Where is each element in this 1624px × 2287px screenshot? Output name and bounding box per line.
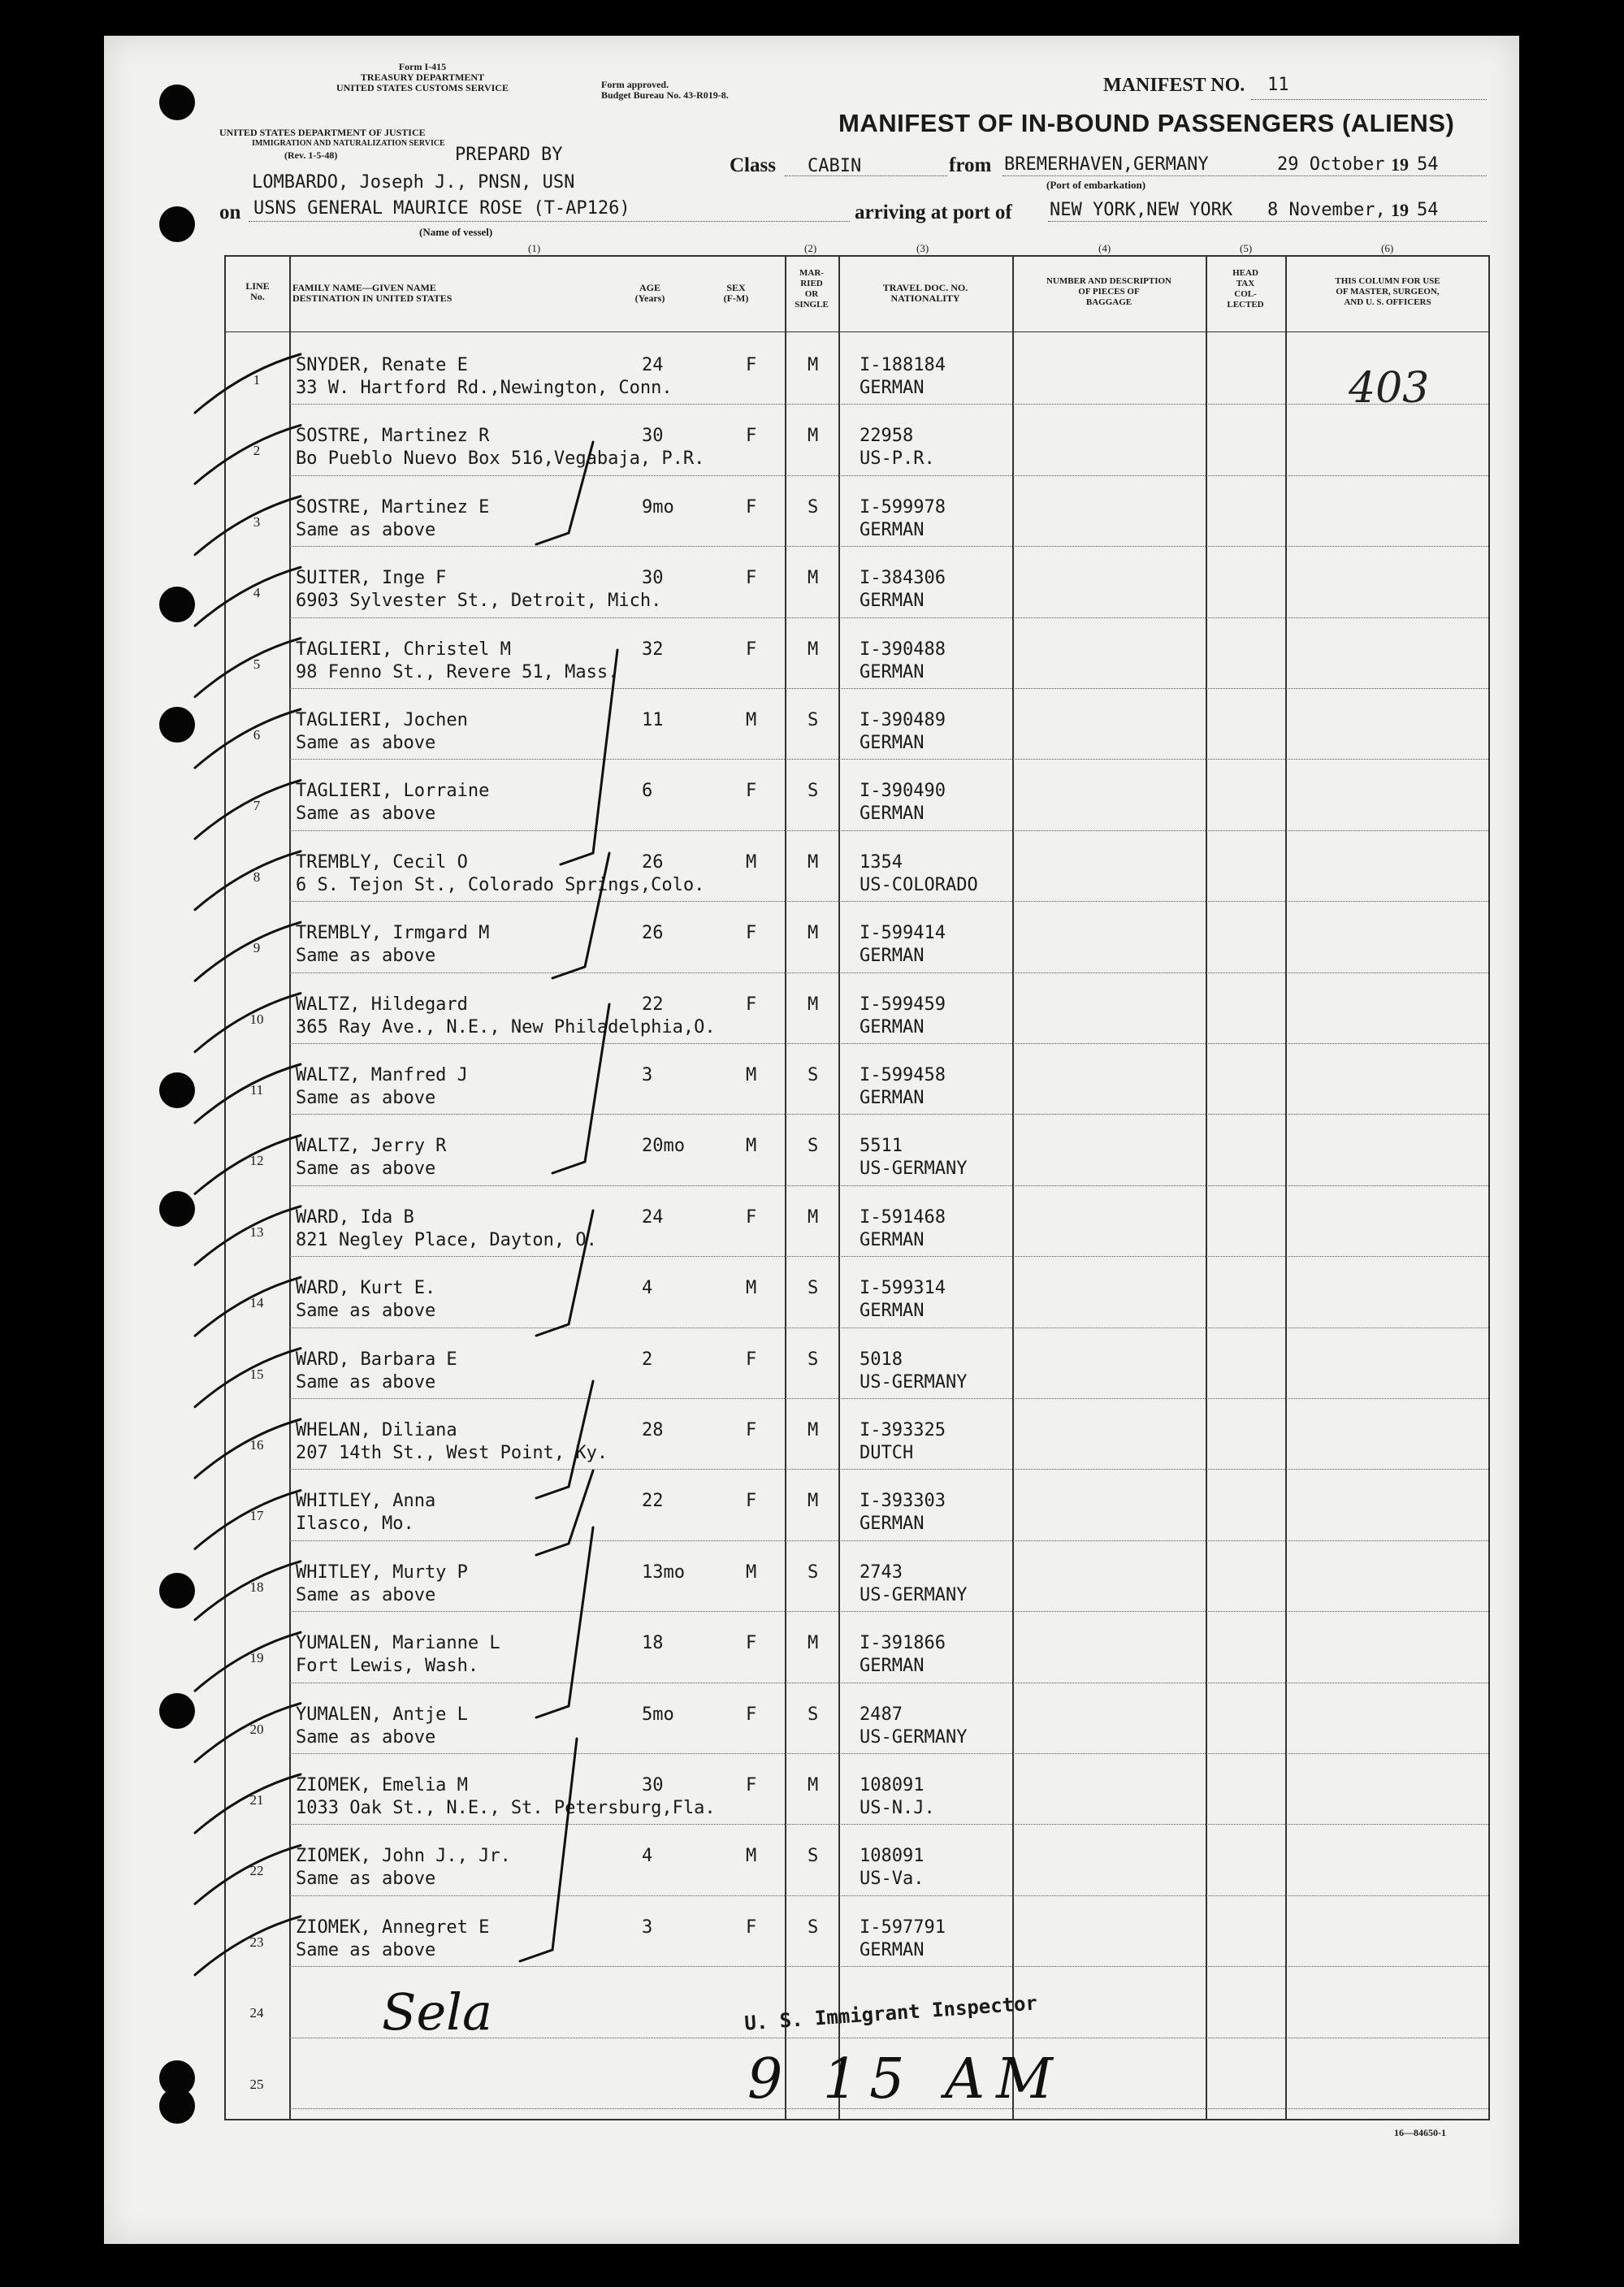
col-num-4: (4) bbox=[1098, 242, 1111, 254]
nationality: US-GERMANY bbox=[860, 1371, 968, 1393]
travel-doc-number: I-384306 bbox=[860, 568, 946, 589]
col-header-sex: SEX (F-M) bbox=[723, 282, 749, 304]
travel-doc-number: I-599314 bbox=[860, 1278, 946, 1299]
time-note-handwritten: 9 15 AM bbox=[747, 2047, 1064, 2112]
passenger-sex: F bbox=[746, 496, 757, 518]
manifest-no: 11 bbox=[1267, 75, 1289, 95]
col-num-6: (6) bbox=[1381, 242, 1394, 254]
col-header-age: AGE (Years) bbox=[634, 282, 665, 304]
passenger-marital-status: S bbox=[808, 1704, 819, 1725]
passenger-marital-status: S bbox=[808, 1846, 819, 1867]
line-tick-mark bbox=[195, 851, 301, 910]
passenger-name: TREMBLY, Cecil O bbox=[296, 851, 468, 873]
family-bracket-mark bbox=[561, 650, 617, 864]
passenger-marital-status: S bbox=[808, 781, 819, 802]
passenger-destination: Same as above bbox=[296, 1088, 436, 1108]
nationality: US-P.R. bbox=[860, 448, 935, 470]
passenger-destination: Same as above bbox=[296, 1159, 436, 1180]
preparer-name: LOMBARDO, Joseph J., PNSN, USN bbox=[252, 172, 575, 193]
row-line-number: 1 bbox=[253, 372, 261, 388]
passenger-marital-status: M bbox=[808, 994, 819, 1015]
col-header-married: MAR- RIED OR SINGLE bbox=[795, 268, 829, 310]
passenger-name: TAGLIERI, Lorraine bbox=[296, 781, 490, 802]
passenger-marital-status: M bbox=[808, 1633, 819, 1654]
passenger-name: YUMALEN, Antje L bbox=[296, 1704, 468, 1725]
col-header-travel: TRAVEL DOC. NO. NATIONALITY bbox=[882, 282, 968, 304]
passenger-sex: F bbox=[746, 639, 757, 660]
row-line-number: 14 bbox=[249, 1295, 264, 1311]
passenger-destination: Fort Lewis, Wash. bbox=[296, 1656, 479, 1677]
col-header-name: FAMILY NAME—GIVEN NAME DESTINATION IN UNITED STATES bbox=[292, 282, 453, 304]
row-line-number: 22 bbox=[249, 1863, 264, 1879]
passenger-marital-status: S bbox=[808, 1136, 819, 1157]
row-line-number: 2 bbox=[253, 443, 261, 459]
passenger-sex: M bbox=[746, 1136, 757, 1157]
passenger-name: WALTZ, Hildegard bbox=[296, 994, 468, 1015]
passenger-age: 20mo bbox=[642, 1136, 685, 1157]
travel-doc-number: I-599414 bbox=[860, 923, 946, 944]
passenger-name: SUITER, Inge F bbox=[296, 568, 447, 589]
passenger-sex: F bbox=[746, 426, 757, 447]
line-tick-mark bbox=[195, 1064, 301, 1123]
travel-doc-number: I-597791 bbox=[860, 1917, 946, 1938]
row-line-number: 19 bbox=[249, 1650, 264, 1666]
line-tick-mark bbox=[195, 1704, 301, 1762]
passenger-marital-status: S bbox=[808, 1349, 819, 1370]
passenger-destination: Same as above bbox=[296, 1371, 436, 1393]
line-tick-mark bbox=[195, 1206, 301, 1265]
row-line-number: 5 bbox=[253, 656, 261, 672]
line-tick-mark bbox=[195, 354, 301, 413]
on-label: on bbox=[219, 201, 241, 223]
line-tick-mark bbox=[195, 1632, 301, 1691]
passenger-destination: Same as above bbox=[296, 946, 436, 967]
col-header-baggage: NUMBER AND DESCRIPTION OF PIECES OF BAGGAGE bbox=[1046, 276, 1172, 307]
passenger-marital-status: S bbox=[808, 1065, 819, 1085]
col-num-2: (2) bbox=[804, 242, 817, 254]
travel-doc-number: 2743 bbox=[860, 1561, 903, 1583]
passenger-marital-status: M bbox=[808, 568, 819, 589]
passenger-age: 3 bbox=[642, 1065, 653, 1085]
passenger-sex: F bbox=[746, 1633, 757, 1654]
passenger-marital-status: S bbox=[808, 1561, 819, 1583]
nationality: GERMAN bbox=[860, 519, 925, 540]
nationality: DUTCH bbox=[860, 1443, 914, 1463]
line-tick-mark bbox=[195, 1490, 301, 1548]
passenger-destination: 821 Negley Place, Dayton, O. bbox=[296, 1229, 597, 1250]
travel-doc-number: 108091 bbox=[860, 1846, 925, 1867]
col-num-5: (5) bbox=[1240, 242, 1253, 254]
line-tick-mark bbox=[195, 1917, 301, 1975]
passenger-marital-status: M bbox=[808, 1420, 819, 1440]
passenger-name: ZIOMEK, Emelia M bbox=[296, 1775, 468, 1795]
passenger-age: 9mo bbox=[642, 496, 674, 518]
arrival-year-prefix: 19 bbox=[1391, 200, 1409, 220]
treasury-dept: TREASURY DEPARTMENT bbox=[360, 71, 485, 83]
passenger-name: WARD, Ida B bbox=[296, 1206, 414, 1228]
passenger-age: 13mo bbox=[642, 1561, 685, 1583]
line-tick-mark bbox=[195, 496, 301, 555]
form-number: Form I-415 bbox=[398, 61, 447, 72]
class-value: CABIN bbox=[808, 156, 862, 176]
arrival-port: NEW YORK,NEW YORK bbox=[1050, 200, 1233, 220]
row-line-number: 23 bbox=[249, 1934, 264, 1950]
family-bracket-mark bbox=[536, 442, 593, 544]
line-tick-mark bbox=[195, 994, 301, 1052]
nationality: US-GERMANY bbox=[860, 1726, 968, 1748]
passenger-destination: 207 14th St., West Point, Ky. bbox=[296, 1443, 608, 1463]
passenger-sex: F bbox=[746, 1917, 757, 1938]
family-bracket-mark bbox=[536, 1211, 593, 1336]
row-line-number: 7 bbox=[253, 798, 261, 814]
row-line-number: 6 bbox=[253, 727, 261, 743]
row-line-number: 8 bbox=[253, 868, 261, 885]
passenger-destination: Same as above bbox=[296, 733, 436, 753]
nationality: GERMAN bbox=[860, 591, 925, 612]
passenger-sex: F bbox=[746, 781, 757, 802]
line-tick-mark bbox=[195, 922, 301, 981]
family-bracket-mark bbox=[552, 853, 609, 978]
passenger-name: YUMALEN, Marianne L bbox=[296, 1633, 500, 1654]
nationality: GERMAN bbox=[860, 733, 925, 753]
nationality: US-GERMANY bbox=[860, 1159, 968, 1180]
passenger-age: 2 bbox=[642, 1349, 653, 1370]
passenger-marital-status: S bbox=[808, 496, 819, 518]
justice-dept: UNITED STATES DEPARTMENT OF JUSTICE bbox=[219, 127, 426, 138]
passenger-age: 22 bbox=[642, 994, 664, 1015]
line-tick-mark bbox=[195, 1845, 301, 1904]
passenger-marital-status: M bbox=[808, 1775, 819, 1795]
passenger-destination: 6 S. Tejon St., Colorado Springs,Colo. bbox=[296, 874, 705, 895]
passenger-sex: M bbox=[746, 1065, 757, 1085]
passenger-marital-status: M bbox=[808, 1491, 819, 1512]
port-of-embarkation: BREMERHAVEN,GERMANY bbox=[1004, 154, 1209, 175]
travel-doc-number: I-599459 bbox=[860, 994, 946, 1015]
nationality: GERMAN bbox=[860, 1301, 925, 1322]
embarkation-date: 29 October bbox=[1277, 154, 1385, 175]
passenger-marital-status: M bbox=[808, 639, 819, 660]
nationality: GERMAN bbox=[860, 1939, 925, 1960]
passenger-sex: F bbox=[746, 994, 757, 1015]
form-revision: (Rev. 1-5-48) bbox=[284, 149, 338, 161]
embarkation-year-prefix: 19 bbox=[1391, 154, 1409, 175]
family-bracket-mark bbox=[520, 1739, 577, 1961]
passenger-destination: 1033 Oak St., N.E., St. Petersburg,Fla. bbox=[296, 1798, 716, 1818]
passenger-destination: 6903 Sylvester St., Detroit, Mich. bbox=[296, 591, 662, 612]
vessel-caption: (Name of vessel) bbox=[419, 226, 493, 238]
passenger-age: 24 bbox=[642, 1206, 664, 1228]
row-line-number: 3 bbox=[253, 513, 261, 530]
passenger-name: WHITLEY, Anna bbox=[296, 1491, 436, 1512]
passenger-age: 18 bbox=[642, 1633, 664, 1654]
passenger-age: 30 bbox=[642, 426, 664, 447]
passenger-marital-status: M bbox=[808, 1206, 819, 1228]
passenger-sex: M bbox=[746, 851, 757, 873]
row-line-number: 12 bbox=[249, 1153, 264, 1169]
nationality: GERMAN bbox=[860, 1656, 925, 1677]
passenger-name: WALTZ, Manfred J bbox=[296, 1065, 468, 1085]
arriving-label: arriving at port of bbox=[855, 201, 1012, 223]
line-tick-mark bbox=[195, 425, 301, 483]
passenger-name: WALTZ, Jerry R bbox=[296, 1136, 447, 1157]
passenger-marital-status: S bbox=[808, 1917, 819, 1938]
passenger-destination: Same as above bbox=[296, 1869, 436, 1890]
ins-service: IMMIGRATION AND NATURALIZATION SERVICE bbox=[252, 139, 445, 148]
travel-doc-number: I-390490 bbox=[860, 781, 946, 802]
passenger-sex: F bbox=[746, 1491, 757, 1512]
row-line-number: 16 bbox=[249, 1437, 264, 1453]
passenger-sex: F bbox=[746, 1775, 757, 1795]
passenger-age: 30 bbox=[642, 568, 664, 589]
row-line-number: 13 bbox=[249, 1224, 264, 1240]
manifest-no-label: MANIFEST NO. bbox=[1103, 75, 1245, 96]
passenger-age: 6 bbox=[642, 781, 653, 802]
nationality: GERMAN bbox=[860, 946, 925, 967]
travel-doc-number: I-188184 bbox=[860, 355, 946, 375]
passenger-sex: F bbox=[746, 1349, 757, 1370]
passenger-name: SOSTRE, Martinez R bbox=[296, 426, 490, 447]
row-line-number: 4 bbox=[253, 585, 261, 601]
budget-bureau: Budget Bureau No. 43-R019-8. bbox=[601, 89, 729, 101]
passenger-marital-status: M bbox=[808, 426, 819, 447]
passenger-sex: F bbox=[746, 923, 757, 944]
line-tick-mark bbox=[195, 1349, 301, 1407]
passenger-sex: F bbox=[746, 1206, 757, 1228]
passenger-destination: 98 Fenno St., Revere 51, Mass. bbox=[296, 661, 619, 682]
travel-doc-number: I-390489 bbox=[860, 710, 946, 730]
nationality: GERMAN bbox=[860, 661, 925, 682]
nationality: US-N.J. bbox=[860, 1798, 935, 1818]
nationality: GERMAN bbox=[860, 378, 925, 398]
line-tick-mark bbox=[195, 567, 301, 626]
col-num-3: (3) bbox=[916, 242, 929, 254]
arrival-year: 54 bbox=[1417, 200, 1439, 220]
passenger-name: SNYDER, Renate E bbox=[296, 355, 468, 375]
row-line-number: 24 bbox=[249, 2005, 264, 2021]
passenger-age: 26 bbox=[642, 923, 664, 944]
passenger-name: ZIOMEK, Annegret E bbox=[296, 1917, 490, 1938]
page-number-handwritten: 403 bbox=[1349, 364, 1430, 413]
class-label: Class bbox=[730, 154, 776, 176]
passenger-sex: M bbox=[746, 1561, 757, 1583]
travel-doc-number: 2487 bbox=[860, 1704, 903, 1725]
travel-doc-number: 22958 bbox=[860, 426, 914, 447]
passenger-sex: M bbox=[746, 1846, 757, 1867]
passenger-age: 22 bbox=[642, 1491, 664, 1512]
passenger-destination: Same as above bbox=[296, 1726, 436, 1748]
col-num-1: (1) bbox=[528, 242, 541, 254]
passenger-age: 28 bbox=[642, 1420, 664, 1440]
passenger-destination: Bo Pueblo Nuevo Box 516,Vegabaja, P.R. bbox=[296, 448, 705, 470]
embarkation-year: 54 bbox=[1417, 154, 1439, 175]
passenger-name: SOSTRE, Martinez E bbox=[296, 496, 490, 518]
family-bracket-mark bbox=[536, 1527, 593, 1717]
row-line-number: 9 bbox=[253, 940, 261, 956]
family-bracket-mark bbox=[536, 1471, 593, 1555]
row-line-number: 20 bbox=[249, 1721, 264, 1737]
line-tick-mark bbox=[195, 1135, 301, 1193]
prepared-by-label: PREPARD BY bbox=[455, 145, 563, 165]
line-tick-mark bbox=[195, 1419, 301, 1478]
nationality: GERMAN bbox=[860, 1229, 925, 1250]
passenger-sex: F bbox=[746, 1420, 757, 1440]
nationality: US-COLORADO bbox=[860, 874, 978, 895]
travel-doc-number: I-391866 bbox=[860, 1633, 946, 1654]
passenger-name: TAGLIERI, Christel M bbox=[296, 639, 511, 660]
passenger-age: 4 bbox=[642, 1278, 653, 1299]
passenger-destination: Same as above bbox=[296, 1301, 436, 1322]
customs-service: UNITED STATES CUSTOMS SERVICE bbox=[336, 82, 509, 93]
row-line-number: 10 bbox=[249, 1011, 264, 1027]
vessel-name: USNS GENERAL MAURICE ROSE (T-AP126) bbox=[253, 198, 630, 219]
passenger-age: 26 bbox=[642, 851, 664, 873]
row-line-number: 11 bbox=[249, 1082, 264, 1098]
travel-doc-number: I-599458 bbox=[860, 1065, 946, 1085]
travel-doc-number: 5018 bbox=[860, 1349, 903, 1370]
passenger-name: ZIOMEK, John J., Jr. bbox=[296, 1846, 511, 1867]
arrival-date: 8 November, bbox=[1267, 200, 1386, 220]
passenger-marital-status: S bbox=[808, 1278, 819, 1299]
travel-doc-number: I-393325 bbox=[860, 1420, 946, 1440]
passenger-destination: Same as above bbox=[296, 803, 436, 825]
inspector-signature: Sela bbox=[382, 1982, 492, 2042]
row-line-number: 17 bbox=[249, 1508, 264, 1524]
passenger-marital-status: M bbox=[808, 355, 819, 375]
row-line-number: 25 bbox=[249, 2076, 264, 2092]
passenger-name: TAGLIERI, Jochen bbox=[296, 710, 468, 730]
passenger-name: WHITLEY, Murty P bbox=[296, 1561, 468, 1583]
passenger-age: 32 bbox=[642, 639, 664, 660]
family-bracket-mark bbox=[552, 1004, 609, 1173]
passenger-name: TREMBLY, Irmgard M bbox=[296, 923, 490, 944]
travel-doc-number: I-390488 bbox=[860, 639, 946, 660]
line-tick-mark bbox=[195, 709, 301, 768]
travel-doc-number: 108091 bbox=[860, 1775, 925, 1795]
line-tick-mark bbox=[195, 780, 301, 838]
passenger-destination: Same as above bbox=[296, 519, 436, 540]
line-tick-mark bbox=[195, 1277, 301, 1336]
col-header-line: LINE No. bbox=[245, 280, 270, 302]
travel-doc-number: 5511 bbox=[860, 1136, 903, 1157]
from-label: from bbox=[949, 154, 992, 176]
passenger-age: 4 bbox=[642, 1846, 653, 1867]
passenger-destination: 365 Ray Ave., N.E., New Philadelphia,O. bbox=[296, 1016, 716, 1037]
passenger-destination: Same as above bbox=[296, 1584, 436, 1605]
nationality: US-Va. bbox=[860, 1869, 925, 1890]
nationality: GERMAN bbox=[860, 1514, 925, 1535]
page-title: MANIFEST OF IN-BOUND PASSENGERS (ALIENS) bbox=[838, 109, 1455, 137]
passenger-destination: 33 W. Hartford Rd.,Newington, Conn. bbox=[296, 378, 673, 398]
row-line-number: 15 bbox=[249, 1366, 264, 1382]
inspector-stamp: U. S. Immigrant Inspector bbox=[743, 1991, 1038, 2035]
passenger-age: 3 bbox=[642, 1917, 653, 1938]
line-tick-mark bbox=[195, 639, 301, 697]
passenger-sex: F bbox=[746, 568, 757, 589]
passenger-marital-status: S bbox=[808, 710, 819, 730]
line-tick-mark bbox=[195, 1774, 301, 1833]
nationality: GERMAN bbox=[860, 1016, 925, 1037]
passenger-name: WARD, Barbara E bbox=[296, 1349, 457, 1370]
passenger-name: WHELAN, Diliana bbox=[296, 1420, 457, 1440]
travel-doc-number: I-599978 bbox=[860, 496, 946, 518]
nationality: GERMAN bbox=[860, 803, 925, 825]
passenger-sex: M bbox=[746, 710, 757, 730]
nationality: US-GERMANY bbox=[860, 1584, 968, 1605]
travel-doc-number: I-591468 bbox=[860, 1206, 946, 1228]
passenger-sex: F bbox=[746, 1704, 757, 1725]
port-embarkation-caption: (Port of embarkation) bbox=[1046, 179, 1146, 191]
form-code: 16—84650-1 bbox=[1394, 2127, 1446, 2138]
line-tick-mark bbox=[195, 1561, 301, 1620]
passenger-age: 11 bbox=[642, 710, 664, 730]
passenger-marital-status: M bbox=[808, 923, 819, 944]
passenger-marital-status: M bbox=[808, 851, 819, 873]
passenger-age: 30 bbox=[642, 1775, 664, 1795]
nationality: GERMAN bbox=[860, 1088, 925, 1108]
passenger-destination: Ilasco, Mo. bbox=[296, 1514, 414, 1535]
passenger-sex: F bbox=[746, 355, 757, 375]
col-header-tax: HEAD TAX COL- LECTED bbox=[1227, 268, 1264, 310]
passenger-destination: Same as above bbox=[296, 1939, 436, 1960]
travel-doc-number: I-393303 bbox=[860, 1491, 946, 1512]
col-header-master: THIS COLUMN FOR USE OF MASTER, SURGEON, AND U. S. OFFICERS bbox=[1335, 276, 1440, 307]
passenger-age: 24 bbox=[642, 355, 664, 375]
family-bracket-mark bbox=[536, 1381, 593, 1498]
passenger-name: WARD, Kurt E. bbox=[296, 1278, 436, 1299]
passenger-age: 5mo bbox=[642, 1704, 674, 1725]
row-line-number: 21 bbox=[249, 1792, 264, 1808]
row-line-number: 18 bbox=[249, 1579, 264, 1595]
form-approved: Form approved. bbox=[601, 79, 669, 90]
travel-doc-number: 1354 bbox=[860, 851, 903, 873]
passenger-sex: M bbox=[746, 1278, 757, 1299]
